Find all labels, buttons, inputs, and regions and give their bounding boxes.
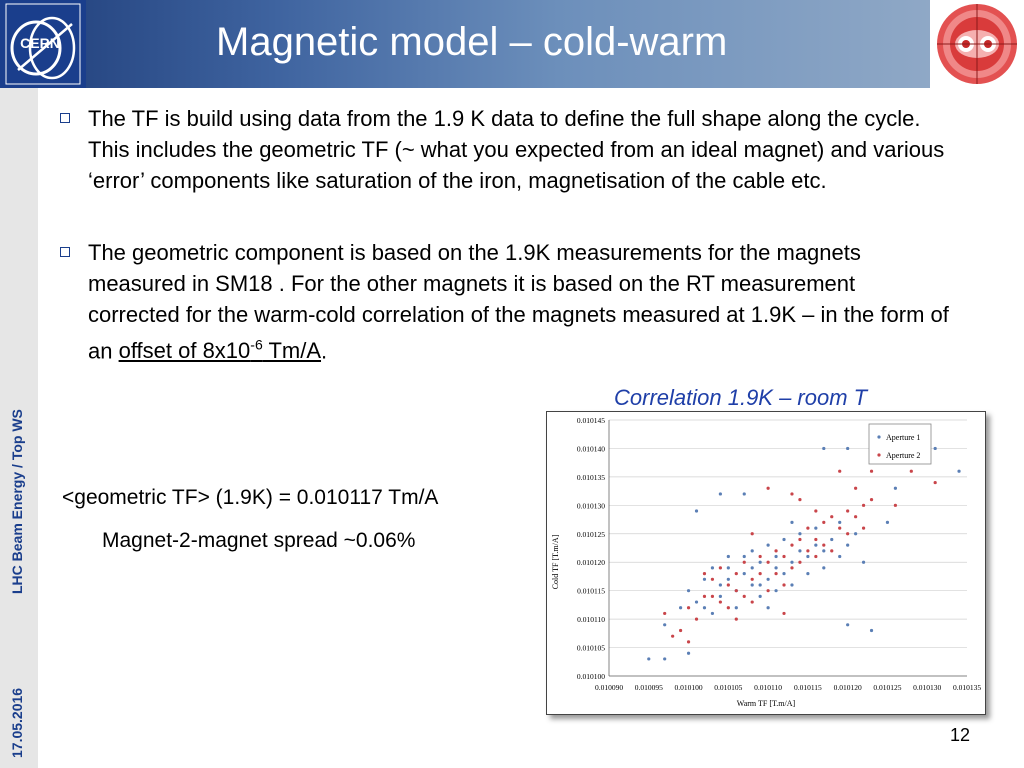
point-aperture-2 [703,572,706,575]
point-aperture-2 [759,572,762,575]
bullet-2-prefix: The geometric component is based on the 1.9K measurements for the magnets measured in SM18 . For the other magnets it is based on the RT measurement corrected for the warm-cold correlation of the magnets measured at 1.9K – in the form of an [88,240,949,364]
y-tick-label: 0.010105 [576,643,605,653]
bullet-1 [60,103,950,196]
point-aperture-1 [767,578,770,581]
point-aperture-1 [759,583,762,586]
point-aperture-1 [838,555,841,558]
point-aperture-2 [663,612,666,615]
point-aperture-1 [846,623,849,626]
point-aperture-1 [782,538,785,541]
scatter-chart [546,411,986,715]
point-aperture-2 [719,600,722,603]
point-aperture-1 [679,606,682,609]
y-tick-labels [577,416,605,681]
x-tick-label: 0.010100 [674,683,703,692]
point-aperture-2 [862,504,865,507]
page-number: 12 [950,725,971,745]
point-aperture-2 [671,635,674,638]
point-aperture-2 [719,566,722,569]
bullet-square-icon [60,113,70,123]
point-aperture-1 [663,657,666,660]
point-aperture-1 [695,509,698,512]
point-aperture-1 [711,612,714,615]
y-tick-label: 0.010145 [576,416,605,425]
point-aperture-2 [735,589,738,592]
point-aperture-1 [790,583,793,586]
bullet-2-text [88,237,950,366]
point-aperture-2 [862,526,865,529]
point-aperture-1 [759,595,762,598]
point-aperture-1 [751,566,754,569]
y-tick-label: 0.010130 [576,501,605,511]
point-aperture-2 [870,498,873,501]
point-aperture-1 [846,447,849,450]
point-aperture-1 [774,566,777,569]
point-aperture-2 [822,544,825,547]
point-aperture-1 [957,470,960,473]
point-aperture-1 [774,555,777,558]
point-aperture-2 [854,487,857,490]
point-aperture-1 [886,521,889,524]
point-aperture-1 [767,606,770,609]
point-aperture-1 [862,561,865,564]
cern-logo-text: CERN [20,35,60,51]
point-aperture-2 [822,521,825,524]
point-aperture-2 [774,549,777,552]
correlation-caption: Correlation 1.9K – room T [614,385,868,410]
point-aperture-1 [767,544,770,547]
point-aperture-1 [743,492,746,495]
point-aperture-2 [743,561,746,564]
point-aperture-2 [830,515,833,518]
x-tick-label: 0.010090 [594,683,624,692]
point-aperture-2 [798,538,801,541]
point-aperture-2 [703,595,706,598]
point-aperture-2 [711,578,714,581]
point-aperture-2 [751,532,754,535]
point-aperture-1 [822,566,825,569]
point-aperture-2 [687,606,690,609]
point-aperture-1 [822,447,825,450]
point-aperture-1 [743,555,746,558]
point-aperture-2 [751,578,754,581]
sidebar-label: LHC Beam Energy / Top WS [9,409,25,594]
point-aperture-1 [759,561,762,564]
point-aperture-2 [727,606,730,609]
y-tick-label: 0.010120 [576,558,605,568]
point-aperture-2 [814,555,817,558]
point-aperture-1 [790,521,793,524]
offset-exponent: -6 [250,337,263,353]
magnet-spread: Magnet-2-magnet spread ~0.06% [102,529,416,552]
data-points [647,447,960,661]
x-axis-label: Warm TF [T.m/A] [736,699,796,708]
point-aperture-2 [894,504,897,507]
legend-marker-aperture-1 [877,435,880,438]
point-aperture-2 [735,572,738,575]
x-tick-label: 0.010110 [754,683,783,692]
point-aperture-1 [695,600,698,603]
point-aperture-1 [687,652,690,655]
point-aperture-1 [822,549,825,552]
y-tick-label: 0.010125 [576,529,605,539]
point-aperture-2 [838,526,841,529]
point-aperture-2 [767,561,770,564]
point-aperture-1 [934,447,937,450]
point-aperture-1 [735,606,738,609]
y-tick-label: 0.010100 [576,672,605,681]
point-aperture-2 [790,566,793,569]
lhc-logo [930,0,1024,88]
legend-marker-aperture-2 [877,453,880,456]
point-aperture-1 [806,555,809,558]
point-aperture-2 [814,509,817,512]
legend-aperture-1: Aperture 1 [886,433,921,442]
point-aperture-2 [870,470,873,473]
point-aperture-2 [806,549,809,552]
chart-legend [869,424,931,464]
point-aperture-1 [854,532,857,535]
point-aperture-2 [854,515,857,518]
point-aperture-2 [679,629,682,632]
x-tick-label: 0.010115 [793,683,822,692]
offset-value [119,338,321,363]
point-aperture-2 [687,640,690,643]
point-aperture-1 [790,561,793,564]
point-aperture-2 [735,618,738,621]
y-tick-label: 0.010115 [577,586,605,596]
point-aperture-1 [743,572,746,575]
point-aperture-1 [830,538,833,541]
x-tick-labels [595,683,981,692]
point-aperture-1 [719,492,722,495]
y-tick-label: 0.010110 [577,615,605,625]
point-aperture-1 [711,566,714,569]
point-aperture-1 [663,623,666,626]
point-aperture-2 [846,509,849,512]
point-aperture-2 [798,498,801,501]
point-aperture-2 [711,595,714,598]
offset-text: offset of 8x10 [118,338,251,364]
point-aperture-2 [727,583,730,586]
point-aperture-2 [838,470,841,473]
point-aperture-2 [806,526,809,529]
legend-aperture-2: Aperture 2 [886,451,921,460]
cern-logo [0,0,86,88]
point-aperture-1 [751,583,754,586]
x-tick-label: 0.010135 [952,683,982,692]
point-aperture-1 [703,606,706,609]
point-aperture-2 [846,532,849,535]
point-aperture-2 [782,612,785,615]
point-aperture-1 [719,595,722,598]
point-aperture-1 [814,544,817,547]
x-tick-label: 0.010105 [714,683,743,692]
point-aperture-2 [782,583,785,586]
bullet-2-suffix: . [321,338,328,364]
point-aperture-1 [703,578,706,581]
y-tick-label: 0.010135 [576,472,605,482]
point-aperture-1 [870,629,873,632]
point-aperture-2 [934,481,937,484]
point-aperture-1 [727,578,730,581]
point-aperture-2 [910,470,913,473]
point-aperture-1 [838,521,841,524]
point-aperture-1 [774,589,777,592]
point-aperture-1 [894,487,897,490]
bullet-2 [60,237,950,366]
point-aperture-1 [798,549,801,552]
bullet-1-text: The TF is build using data from the 1.9 K data to define the full shape along the cycle. This includes the geometric TF (~ what you expected from an ideal magnet) and various ‘error’ components like saturation of the iron, magnetisation of the cable etc. [88,106,945,193]
point-aperture-1 [798,532,801,535]
x-tick-label: 0.010130 [913,683,942,692]
point-aperture-2 [782,555,785,558]
point-aperture-2 [790,492,793,495]
point-aperture-2 [767,589,770,592]
bullet-square-icon [60,247,70,257]
x-tick-label: 0.010095 [634,683,663,692]
point-aperture-2 [751,600,754,603]
chart-svg [547,412,985,714]
point-aperture-1 [806,572,809,575]
point-aperture-1 [647,657,650,660]
slide-title: Magnetic model – cold-warm [216,20,728,64]
slide-date: 17.05.2016 [9,687,25,758]
x-tick-label: 0.010120 [833,683,862,692]
point-aperture-2 [695,618,698,621]
point-aperture-1 [727,566,730,569]
point-aperture-1 [687,589,690,592]
geometric-tf-value: <geometric TF> (1.9K) = 0.010117 Tm/A [62,486,439,509]
point-aperture-2 [790,544,793,547]
offset-unit: Tm/A [262,338,322,364]
point-aperture-2 [798,561,801,564]
point-aperture-1 [719,583,722,586]
point-aperture-2 [743,595,746,598]
point-aperture-1 [751,549,754,552]
point-aperture-2 [830,549,833,552]
point-aperture-2 [814,538,817,541]
y-axis-label: Cold TF [T.m/A] [551,534,560,590]
point-aperture-2 [767,487,770,490]
point-aperture-1 [846,544,849,547]
x-tick-label: 0.010125 [873,683,902,692]
point-aperture-2 [774,572,777,575]
point-aperture-1 [727,555,730,558]
point-aperture-2 [759,555,762,558]
point-aperture-1 [814,526,817,529]
y-tick-label: 0.010140 [576,444,605,454]
point-aperture-1 [782,572,785,575]
